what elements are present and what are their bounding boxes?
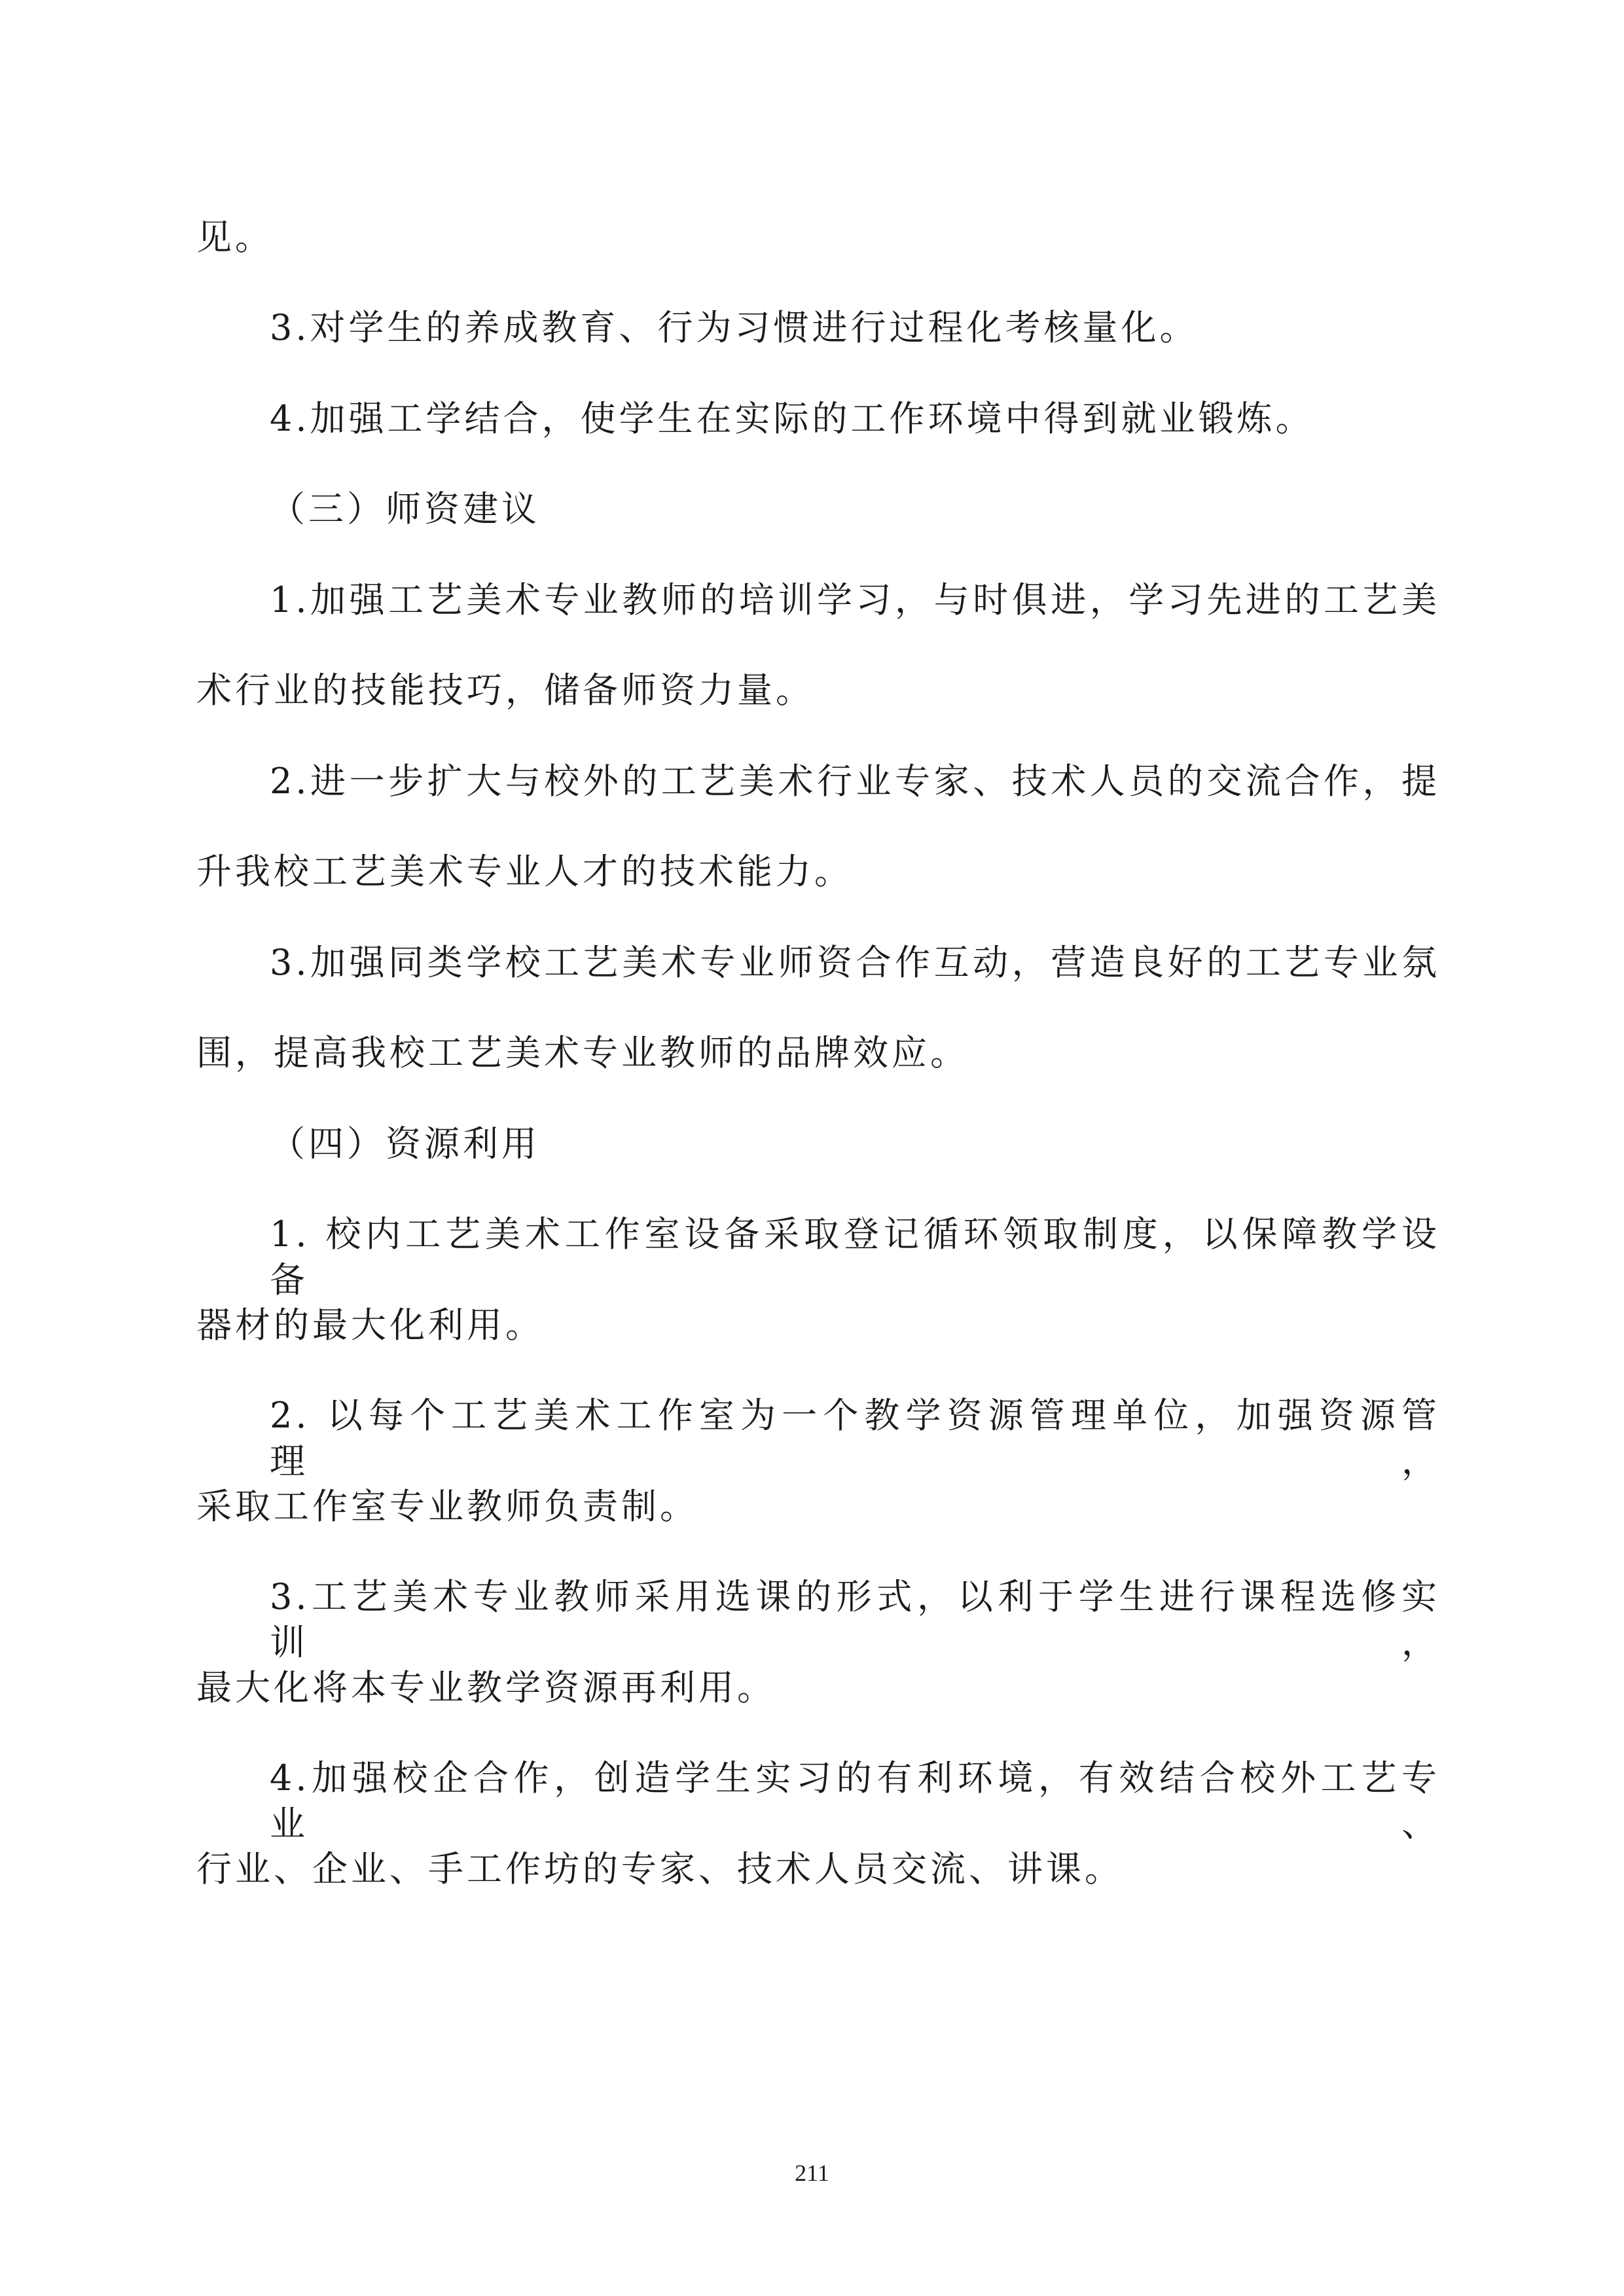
paragraph-item: 3.加强同类学校工艺美术专业师资合作互动，营造良好的工艺专业氛 — [270, 942, 1440, 983]
paragraph-continuation: 升我校工艺美术专业人才的技术能力。 — [196, 851, 853, 892]
paragraph-item: 4.加强工学结合，使学生在实际的工作环境中得到就业锻炼。 — [270, 398, 1314, 439]
paragraph-item: 3.工艺美术专业教师采用选课的形式，以利于学生进行课程选修实训， — [270, 1576, 1440, 1663]
paragraph-item: 4.加强校企合作，创造学生实习的有利环境，有效结合校外工艺专业、 — [270, 1757, 1440, 1844]
paragraph-item: 3.对学生的养成教育、行为习惯进行过程化考核量化。 — [270, 307, 1199, 348]
paragraph-continuation: 行业、企业、手工作坊的专家、技术人员交流、讲课。 — [196, 1848, 1123, 1890]
section-heading: （四）资源利用 — [270, 1123, 540, 1164]
section-heading: （三）师资建议 — [270, 488, 540, 529]
page-number: 211 — [795, 2160, 829, 2186]
paragraph-continuation: 围，提高我校工艺美术专业教师的品牌效应。 — [196, 1032, 969, 1073]
paragraph-item: 2.进一步扩大与校外的工艺美术行业专家、技术人员的交流合作，提 — [270, 761, 1440, 802]
paragraph-item: 1. 校内工艺美术工作室设备采取登记循环领取制度，以保障教学设备 — [270, 1213, 1440, 1300]
paragraph-continuation: 术行业的技能技巧，储备师资力量。 — [196, 670, 814, 711]
paragraph-item: 1.加强工艺美术专业教师的培训学习，与时俱进，学习先进的工艺美 — [270, 579, 1440, 620]
paragraph-continuation: 最大化将本专业教学资源再利用。 — [196, 1667, 776, 1708]
paragraph-continuation: 器材的最大化利用。 — [196, 1304, 544, 1346]
paragraph-item: 2. 以每个工艺美术工作室为一个教学资源管理单位，加强资源管理， — [270, 1395, 1440, 1482]
paragraph-continuation: 采取工作室专业教师负责制。 — [196, 1486, 698, 1527]
paragraph-continuation: 见。 — [196, 217, 274, 258]
